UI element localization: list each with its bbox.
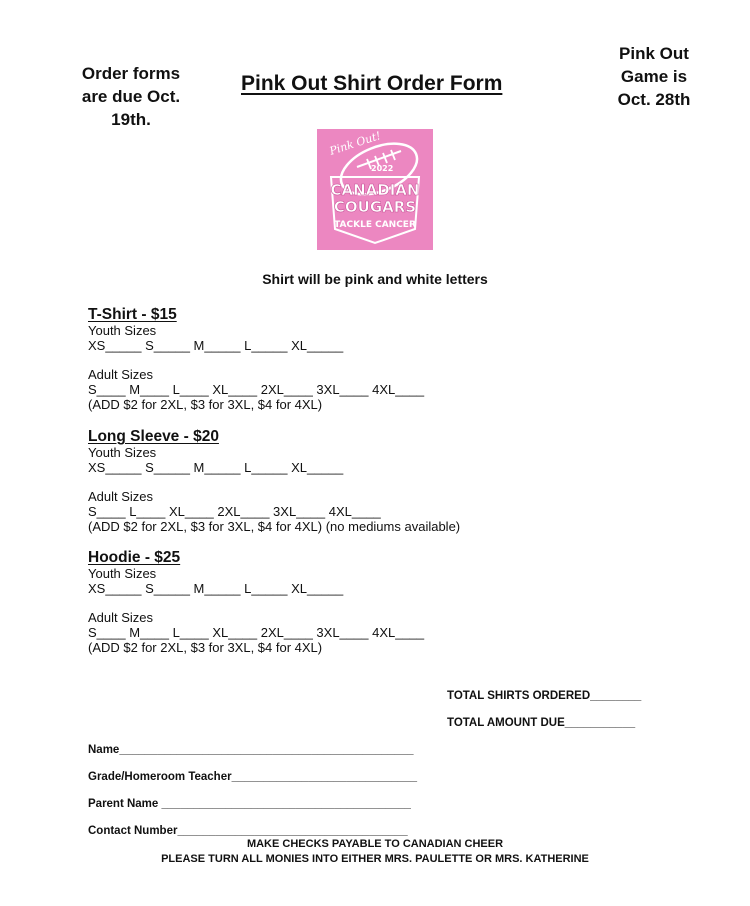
total-amount-field[interactable]: TOTAL AMOUNT DUE___________ (447, 717, 636, 729)
logo-script-text: Pink Out! (327, 129, 383, 158)
adult-price-note: (ADD $2 for 2XL, $3 for 3XL, $4 for 4XL) (88, 397, 323, 412)
checks-payable-note: MAKE CHECKS PAYABLE TO CANADIAN CHEER (246, 838, 504, 850)
adult-price-note: (ADD $2 for 2XL, $3 for 3XL, $4 for 4XL) (no mediums available) (88, 519, 461, 534)
game-line-1: Pink Out (619, 44, 689, 63)
youth-sizes-line[interactable]: XS_____ S_____ M_____ L_____ XL_____ (88, 581, 344, 596)
adult-sizes-label: Adult Sizes (88, 489, 154, 504)
due-line-3: 19th. (111, 110, 151, 129)
tshirt-section (88, 307, 424, 412)
total-shirts-field[interactable]: TOTAL SHIRTS ORDERED________ (447, 690, 642, 702)
youth-sizes-label: Youth Sizes (88, 566, 157, 581)
youth-sizes-label: Youth Sizes (88, 445, 157, 460)
hoodie-section (88, 550, 424, 655)
due-line-2: are due Oct. (81, 87, 181, 106)
parent-name-field[interactable]: Parent Name _______________________________________ (88, 798, 411, 810)
football-emblem-icon (317, 129, 433, 250)
logo-year: 2022 (371, 164, 394, 173)
section-title: Long Sleeve - $20 (88, 428, 219, 445)
youth-sizes-label: Youth Sizes (88, 323, 157, 338)
long-sleeve-section (88, 429, 460, 534)
game-line-3: Oct. 28th (617, 90, 691, 109)
name-field[interactable]: Name______________________________________________ (88, 744, 414, 756)
contact-number-field[interactable]: Contact Number____________________________________ (88, 825, 408, 837)
adult-sizes-line[interactable]: S____ M____ L____ XL____ 2XL____ 3XL____ 4XL____ (88, 382, 425, 397)
logo-line-2: COUGARS (333, 198, 417, 216)
section-title: T-Shirt - $15 (88, 306, 177, 323)
game-line-2: Game is (620, 67, 688, 86)
adult-sizes-line[interactable]: S____ M____ L____ XL____ 2XL____ 3XL____ 4XL____ (88, 625, 425, 640)
logo-line-1: CANADIAN (330, 181, 420, 199)
grade-teacher-field[interactable]: Grade/Homeroom Teacher_____________________________ (88, 771, 418, 783)
shirt-color-note: Shirt will be pink and white letters (262, 271, 488, 287)
monies-note: PLEASE TURN ALL MONIES INTO EITHER MRS. PAULETTE OR MRS. KATHERINE (161, 853, 589, 865)
logo-line-3: TACKLE CANCER (334, 220, 416, 230)
youth-sizes-line[interactable]: XS_____ S_____ M_____ L_____ XL_____ (88, 338, 344, 353)
page-title: Pink Out Shirt Order Form (241, 72, 503, 95)
adult-price-note: (ADD $2 for 2XL, $3 for 3XL, $4 for 4XL) (88, 640, 323, 655)
adult-sizes-label: Adult Sizes (88, 367, 154, 382)
due-date-note (70, 62, 192, 131)
cougars-logo (317, 129, 433, 250)
section-title: Hoodie - $25 (88, 549, 181, 566)
due-line-1: Order forms (81, 64, 181, 83)
adult-sizes-label: Adult Sizes (88, 610, 154, 625)
adult-sizes-line[interactable]: S____ L____ XL____ 2XL____ 3XL____ 4XL____ (88, 504, 381, 519)
game-date-note (600, 42, 708, 111)
youth-sizes-line[interactable]: XS_____ S_____ M_____ L_____ XL_____ (88, 460, 344, 475)
